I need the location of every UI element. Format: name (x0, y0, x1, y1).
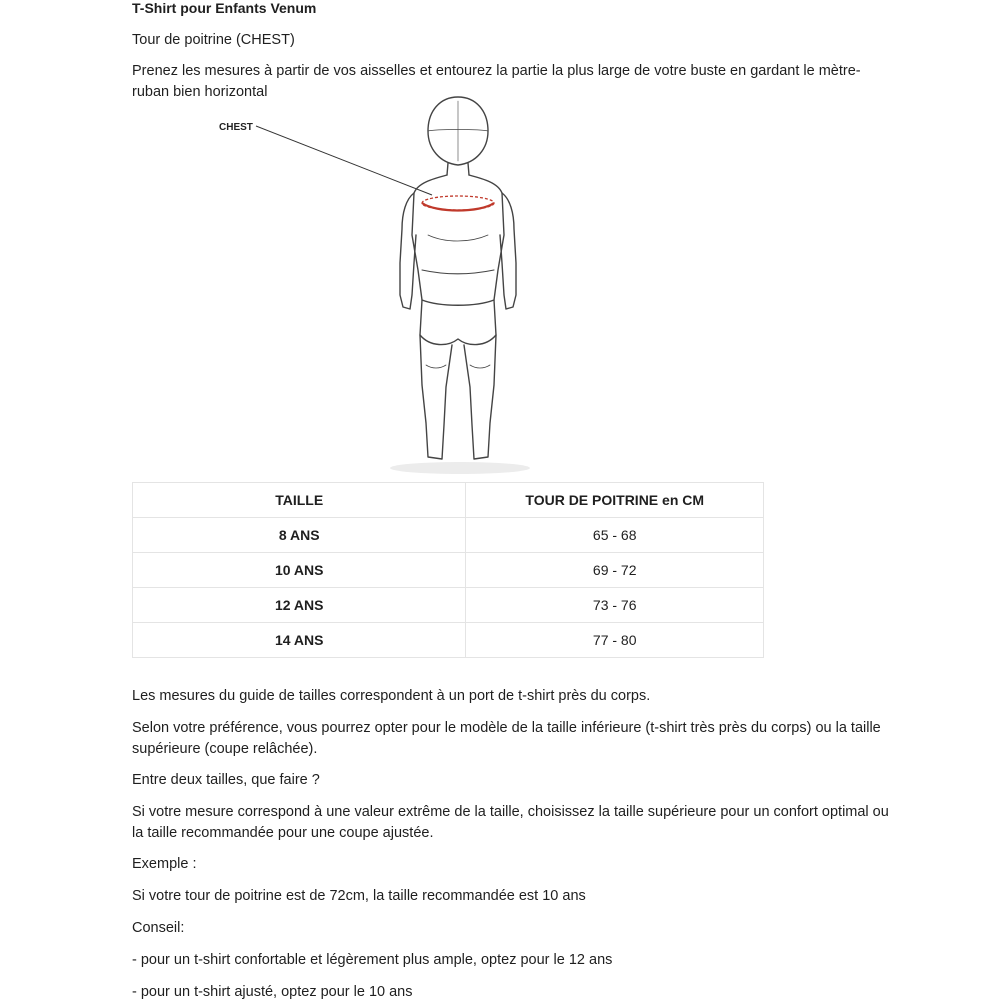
chest-label: CHEST (219, 122, 253, 133)
section-subtitle: Tour de poitrine (CHEST) (132, 32, 295, 48)
table-row (133, 588, 764, 623)
between-sizes-advice: Si votre mesure correspond à une valeur extrême de la taille, choisissez la taille supérieure pour un confort optimal ou la taille recommandée pour une coupe ajustée. (132, 804, 889, 841)
between-sizes-heading: Entre deux tailles, que faire ? (132, 772, 320, 788)
size-cell: 14 ANS (133, 623, 466, 658)
chest-cell: 73 - 76 (466, 588, 764, 623)
tip-comfortable: - pour un t-shirt confortable et légèrement plus ample, optez pour le 12 ans (132, 952, 613, 968)
preference-note: Selon votre préférence, vous pourrez opter pour le modèle de la taille inférieure (t-shirt très près du corps) ou la taille supérieure (coupe relâchée). (132, 720, 881, 757)
chest-cell: 69 - 72 (466, 553, 764, 588)
table-row (133, 623, 764, 658)
size-table (132, 482, 764, 658)
example-text: Si votre tour de poitrine est de 72cm, la taille recommandée est 10 ans (132, 888, 586, 904)
fit-note: Les mesures du guide de tailles correspondent à un port de t-shirt près du corps. (132, 688, 651, 704)
chest-cell: 65 - 68 (466, 518, 764, 553)
table-row (133, 518, 764, 553)
child-chest-measurement-figure (200, 95, 560, 480)
column-header-chest: TOUR DE POITRINE en CM (466, 483, 764, 518)
table-row (133, 553, 764, 588)
tip-heading: Conseil: (132, 920, 185, 936)
column-header-size: TAILLE (133, 483, 466, 518)
size-cell: 10 ANS (133, 553, 466, 588)
table-header-row (133, 483, 764, 518)
measure-instruction: Prenez les mesures à partir de vos aisselles et entourez la partie la plus large de votre buste en gardant le mètre-ruban bien horizontal (132, 63, 861, 100)
example-heading: Exemple : (132, 856, 197, 872)
size-cell: 8 ANS (133, 518, 466, 553)
tip-fitted: - pour un t-shirt ajusté, optez pour le 10 ans (132, 984, 413, 1000)
chest-cell: 77 - 80 (466, 623, 764, 658)
size-cell: 12 ANS (133, 588, 466, 623)
page-title: T-Shirt pour Enfants Venum (132, 0, 317, 16)
